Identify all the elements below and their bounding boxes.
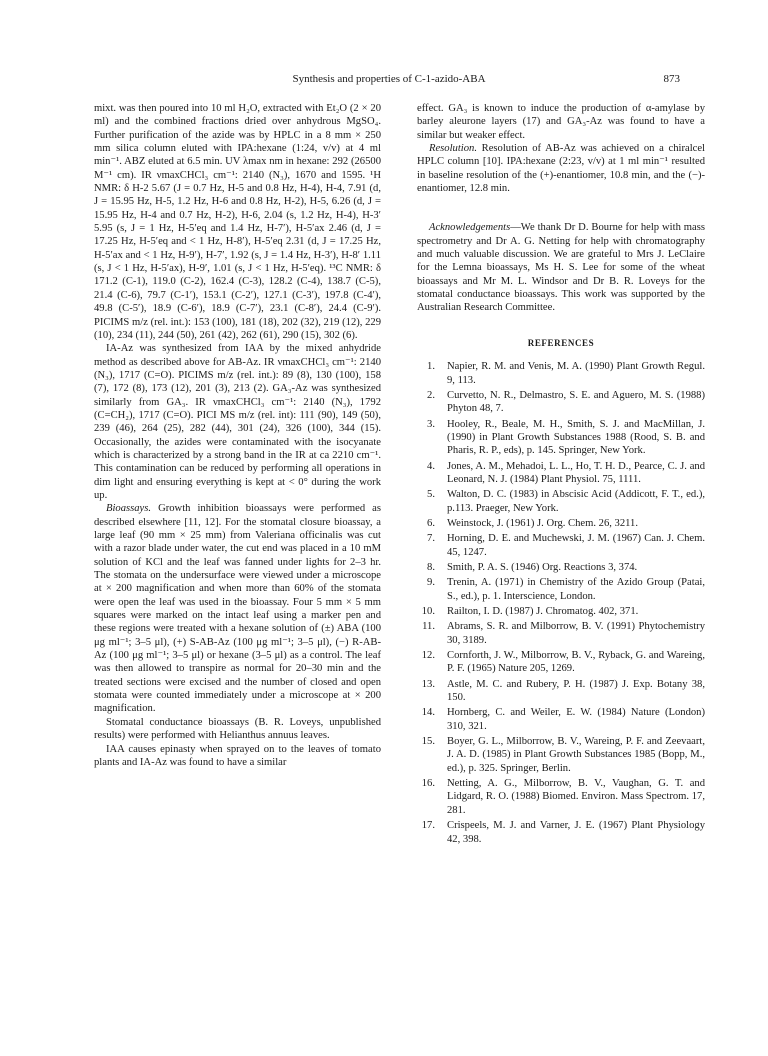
reference-text: Napier, R. M. and Venis, M. A. (1990) Plant Growth Regul. 9, 113. <box>447 361 705 386</box>
reference-number: 3. <box>427 418 435 430</box>
reference-item <box>417 517 705 530</box>
reference-list <box>417 360 705 846</box>
reference-text: Hornberg, C. and Weiler, E. W. (1984) Nature (London) 310, 321. <box>447 707 705 732</box>
reference-number: 12. <box>421 650 435 662</box>
left-column <box>94 102 381 769</box>
reference-number: 2. <box>427 389 435 401</box>
reference-number: 8. <box>427 561 435 573</box>
reference-item <box>417 532 705 559</box>
reference-text: Weinstock, J. (1961) J. Org. Chem. 26, 3211. <box>447 517 638 529</box>
reference-item <box>417 706 705 733</box>
reference-number: 4. <box>427 460 435 472</box>
reference-item <box>417 649 705 676</box>
page-number: 873 <box>663 73 680 85</box>
bioassays-text: Growth inhibition bioassays were performed as described elsewhere [11, 12]. For the stomatal closure bioassay, a large leaf (90 mm × 25 mm) from Valeriana officinalis was cut with a razor blade under water, the cut end was placed in a 10 mM solution of KCl and the leaf was fanned under lights for 2–3 hr. The stomata on the undersurface were viewed under a microscope at × 200 magnification and when more than 60% of the stomata were open the leaf was used in the bioassay. Four 5 mm × 5 mm squares were marked on the intact leaf using a marker pen and these regions were treated with a hexane solution of (±) ABA (100 μg ml⁻¹; 3–5 μl), (+) S-AB-Az (100 μg ml⁻¹; 3–5 μl), (−) R-AB-Az (100 μg ml⁻¹; 3–5 μl) or hexane (3–5 μl) as a control. The leaf was then allowed to transpire as normal for 20–30 min and the treated sections were excised and the number of closed and open stomata were counted immediately under a microscope at × 200 magnification. <box>94 503 381 715</box>
reference-text: Netting, A. G., Milborrow, B. V., Vaughan, G. T. and Lidgard, R. O. (1988) Biomed. Environ. Mass Spectrom. 17, 281. <box>447 778 705 816</box>
reference-number: 7. <box>427 533 435 545</box>
reference-item <box>417 418 705 458</box>
body-paragraph: mixt. was then poured into 10 ml H₂O, extracted with Et₂O (2 × 20 ml) and the combined fractions dried over anhydrous MgSO₄. Further purification of the azide was by HPLC in a 8 mm × 250 mm silica column eluted with IPA:hexane (1:24, v/v) at 4 ml min⁻¹. ABZ eluted at 6.5 min. UV λmax nm in hexane: 292 (26500 M⁻¹ cm). IR νmaxCHCl₃ cm⁻¹: 2140 (N₃), 1670 and 1595. ¹H NMR: δ H-2 5.67 (J = 0.7 Hz, H-5 and 0.8 Hz, H-4), H-4, 7.91 (d, J = 15.95 Hz, H-5, 1.2 Hz, H-6 and 0.8 Hz, H-2), H-5, 6.26 (d, J = 15.95 Hz, H-4 and 0.7 Hz, H-2), H-6, 2.04 (s, 1.2 Hz, H-4), H-3′ 5.95 (s, J = 1 Hz, H-5′eq and 1.4 Hz, H-7′), H-5′ax 2.46 (d, J = 17.25 Hz, H-5′eq and < 1 Hz, H-8′), H-5′eq 2.31 (d, J = 17.25 Hz, H-5′ax and < 1 Hz, H-9′), H-7′, 1.92 (s, J = 1.4 Hz, H-3′), H-8′ 1.11 (s, J < 1 Hz, H-5′ax), H-9′, 1.01 (s, J < 1 Hz, H-5′eq). ¹³C NMR: δ 171.2 (C-1), 119.0 (C-2), 162.4 (C-3), 128.2 (C-4), 138.7 (C-5), 21.4 (C-6), 79.7 (C-1′), 153.1 (C-2′), 127.1 (C-3′), 197.8 (C-4′), 49.8 (C-5′), 18.9 (C-6′), 18.9 (C-7′), 23.1 (C-8′), 24.4 (C-9′). PICIMS m/z (rel. int.): 153 (100), 181 (18), 202 (32), 219 (12), 229 (10), 234 (11), 244 (50), 261 (42), 262 (61), 290 (15), 302 (6). <box>94 103 381 341</box>
acknowledgements-text: —We thank Dr D. Bourne for help with mass spectrometry and Dr A. G. Netting for help with chromatography and much valuable discussion. We are grateful to Mrs J. LeClaire for the Lemna bioassays, Ms H. S. Lee for some of the wheat bioassays and Mr M. L. Windsor and Dr B. R. Loveys for the stomatal conductance bioassays. This work was supported by the Australian Research Committee. <box>417 222 705 314</box>
running-title: Synthesis and properties of C-1-azido-ABA <box>292 73 486 85</box>
reference-text: Crispeels, M. J. and Varner, J. E. (1967) Plant Physiology 42, 398. <box>447 820 705 845</box>
reference-text: Railton, I. D. (1987) J. Chromatog. 402, 371. <box>447 606 639 617</box>
reference-number: 5. <box>427 489 435 501</box>
reference-item <box>417 488 705 515</box>
reference-text: Walton, D. C. (1983) in Abscisic Acid (Addicott, F. T., ed.), p.113. Praeger, New York. <box>447 489 705 514</box>
body-paragraph: IAA causes epinasty when sprayed on to the leaves of tomato plants and IA-Az was found to have a similar <box>94 743 381 768</box>
reference-item <box>417 561 705 574</box>
resolution-label: Resolution. <box>429 143 477 155</box>
reference-number: 16. <box>421 778 435 790</box>
bioassays-paragraph <box>94 502 381 716</box>
reference-text: Curvetto, N. R., Delmastro, S. E. and Aguero, M. S. (1988) Phyton 48, 7. <box>447 389 705 415</box>
reference-item <box>417 605 705 618</box>
reference-item <box>417 735 705 775</box>
reference-number: 14. <box>421 707 435 719</box>
reference-item <box>417 777 705 817</box>
reference-number: 1. <box>427 361 435 373</box>
resolution-text: Resolution of AB-Az was achieved on a chiralcel HPLC column [10]. IPA:hexane (2:23, v/v) at 1 ml min⁻¹ resulted in baseline resolution of the (+)-enantiomer, 10.8 min, and the (−)-enantiomer, 12.8 min. <box>417 143 705 195</box>
reference-text: Smith, P. A. S. (1946) Org. Reactions 3, 374. <box>447 561 638 573</box>
reference-number: 13. <box>421 678 435 690</box>
right-column <box>417 102 705 848</box>
reference-text: Astle, M. C. and Rubery, P. H. (1987) J. Exp. Botany 38, 150. <box>447 678 705 704</box>
reference-number: 6. <box>427 517 435 529</box>
reference-item <box>417 678 705 705</box>
acknowledgements-paragraph <box>417 221 705 314</box>
acknowledgements-label: Acknowledgements <box>429 222 511 234</box>
reference-number: 10. <box>421 606 435 617</box>
reference-number: 9. <box>427 577 435 589</box>
reference-item <box>417 819 705 846</box>
reference-text: Jones, A. M., Mehadoi, L. L., Ho, T. H. D., Pearce, C. J. and Leonard, N. J. (1984) Plant Physiol. 75, 1111. <box>447 460 705 485</box>
body-paragraph: Stomatal conductance bioassays (B. R. Loveys, unpublished results) were performed with Helianthus annuus leaves. <box>94 716 381 742</box>
references-heading: REFERENCES <box>527 337 595 348</box>
reference-number: 11. <box>422 621 435 633</box>
reference-text: Boyer, G. L., Milborrow, B. V., Wareing, P. F. and Zeevaart, J. A. D. (1985) in Plant Growth Substances 1985 (Bopp, M., ed.), p. 325. Springer, Berlin. <box>447 736 705 774</box>
reference-item <box>417 620 705 647</box>
resolution-paragraph <box>417 142 705 195</box>
reference-text: Abrams, S. R. and Milborrow, B. V. (1991) Phytochemistry 30, 3189. <box>447 621 705 646</box>
reference-item <box>417 576 705 603</box>
reference-text: Hooley, R., Beale, M. H., Smith, S. J. and MacMillan, J. (1990) in Plant Growth Substances 1988 (Rood, S. B. and Pharis, R. P., eds), p. 145. Springer, New York. <box>447 418 705 457</box>
reference-item <box>417 360 705 387</box>
reference-number: 15. <box>421 736 435 748</box>
body-paragraph: effect. GA₃ is known to induce the production of α-amylase by barley aleurone layers (17) and GA₃-Az was found to have a similar but weaker effect. <box>417 103 705 141</box>
reference-text: Horning, D. E. and Muchewski, J. M. (1967) Can. J. Chem. 45, 1247. <box>447 533 705 558</box>
reference-item <box>417 389 705 416</box>
reference-text: Trenin, A. (1971) in Chemistry of the Azido Group (Patai, S., ed.), p. 1. Interscience, London. <box>447 577 705 602</box>
bioassays-label: Bioassays. <box>106 503 152 515</box>
reference-number: 17. <box>421 820 435 832</box>
reference-item <box>417 460 705 487</box>
body-paragraph: IA-Az was synthesized from IAA by the mixed anhydride method as described above for AB-Az. IR νmaxCHCl₃ cm⁻¹: 2140 (N₃), 1717 (C=O). PICIMS m/z (rel. int.): 89 (8), 130 (100), 158 (7), 172 (8), 173 (12), 201 (3), 213 (2). GA₃-Az was synthesized similarly from GA₃. IR νmaxCHCl₃ cm⁻¹: 2140 (N₃), 1792 (C=CH₂), 1717 (C=O). PICI MS m/z (rel. int): 111 (90), 149 (50), 239 (46), 264 (25), 282 (44), 301 (24), 326 (100), 344 (15). Occasionally, the azides were contaminated with the isocyanate which is characterized by a strong band in the IR at ca 2210 cm⁻¹. This contamination can be reduced by performing all operations in dim light and ensuring everything is kept at < 0° during the work up. <box>94 343 381 501</box>
reference-text: Cornforth, J. W., Milborrow, B. V., Ryback, G. and Wareing, P. F. (1965) Nature 205, 1269. <box>447 650 705 675</box>
